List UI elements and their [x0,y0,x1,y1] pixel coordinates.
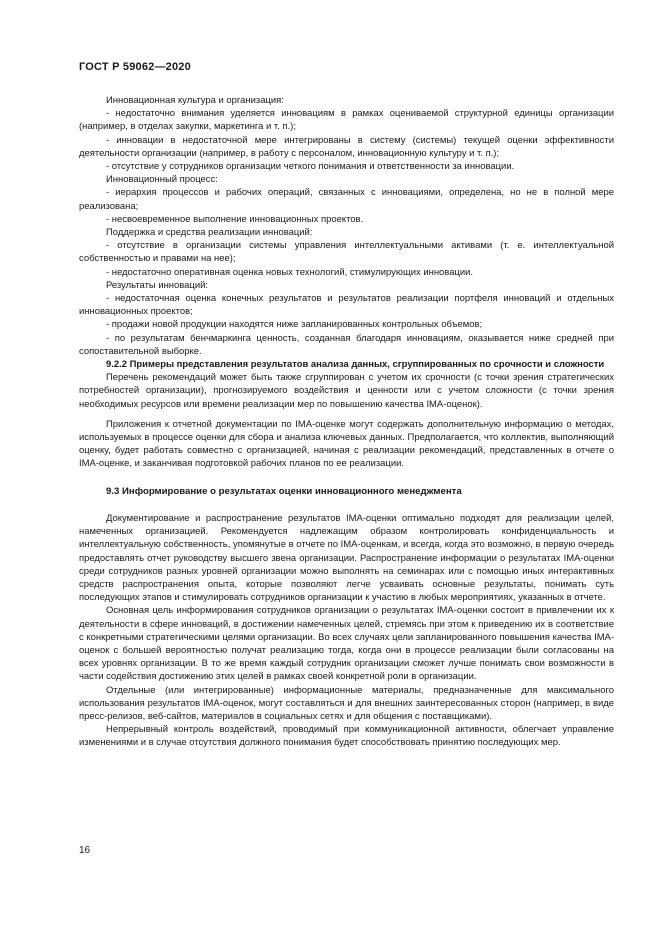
paragraph: Приложения к отчетной документации по IMA-оценке могут содержать дополнительную информацию о методах, используемых в процессе оценки для сбора и анализа ключевых данных. Предполагается, что коллектив, выполняющий оценку, будет работать совместно с организацией, начиная с реализации рекомендаций, представленных в отчете о IMA-оценке, и заканчивая подготовкой рабочих планов по ее реализации. [79,418,614,470]
list-item: - отсутствие в организации системы управления интеллектуальными активами (т. е. интеллектуальной собственностью и правами на нее); [79,240,614,265]
list-item: - отсутствие у сотрудников организации четкого понимания и ответственности за инновации. [106,161,515,173]
paragraph: Отдельные (или интегрированные) информационные материалы, предназначенные для максимального использования результатов IMA-оценок, могут составляться и для внешних заинтересованных сторон (например, в виде пресс-релизов, веб-сайтов, материалов в социальных сетях и для общения с поставщиками). [79,684,614,722]
subsection-heading: 9.2.2 Примеры представления результатов анализа данных, сгруппированных по срочности и сложности [106,359,605,371]
list-item: - продажи новой продукции находятся ниже запланированных контрольных объемов; [106,319,483,331]
list-item: - по результатам бенчмаркинга ценность, созданная благодаря инновациям, оказывается ниже средней при сопоставительной выборке. [79,332,614,357]
document-header: ГОСТ Р 59062—2020 [79,61,191,73]
list-item: - недостаточно внимания уделяется инновациям в рамках оцениваемой структурной единицы организации (например, в отделах закупки, маркетинга и т. п.); [79,108,614,133]
list-item: - недостаточно оперативная оценка новых технологий, стимулирующих инновации. [106,266,474,278]
paragraph: Поддержка и средства реализации инноваций: [106,227,313,239]
paragraph: Документирование и распространение результатов IMA-оценки оптимально подходят для реализации целей, намеченных организацией. Рекомендуется надлежащим образом контролировать конфиденциальность и интеллектуальную собственность, упомянутые в отчете по IMA-оценкам, и всегда, когда это возможно, в первую очередь предоставлять отчет руководству высшего звена организации. Распространение информации о результатах IMA-оценки среди сотрудников разных уровней организации можно выполнять на семинарах или с помощью иных интерактивных средств распространения опыта, которые позволяют легче усваивать основные результаты, понимать суть последующих этапов и стимулировать сотрудников организации к участию в любых мероприятиях, указанных в отчете. [79,512,614,604]
section-heading: 9.3 Информирование о результатах оценки инновационного менеджмента [106,485,462,497]
page-number: 16 [79,845,91,856]
paragraph: Непрерывный контроль воздействий, проводимый при коммуникационной активности, облегчает управление изменениями и в случае отсутствия должного понимания будет способствовать принятию последующих мер. [79,724,614,749]
paragraph: Перечень рекомендаций может быть также сгруппирован с учетом их срочности (с точки зрения стратегических потребностей организации), прогнозируемого воздействия и ценности или с учетом сложности (с точки зрения необходимых ресурсов или времени реализации мер по повышению качества IMA-оценок). [79,372,614,410]
list-item: - несвоевременное выполнение инновационных проектов. [106,213,364,225]
document-body [79,94,614,750]
paragraph: Инновационная культура и организация: [106,95,284,106]
paragraph: Инновационный процесс: [106,174,218,186]
list-item: - недостаточная оценка конечных результатов и результатов реализации портфеля инноваций и отдельных инновационных проектов; [79,293,614,318]
paragraph: Результаты инноваций: [106,279,208,291]
list-item: - иерархия процессов и рабочих операций, связанных с инновациями, определена, но не в полной мере реализована; [79,187,614,212]
list-item: - инновации в недостаточной мере интегрированы в систему (системы) текущей оценки эффективности деятельности организации (например, в работу с персоналом, инновационную культуру и т. п.); [79,134,614,159]
paragraph: Основная цель информирования сотрудников организации о результатах IMA-оценки состоит в привлечении их к деятельности в сфере инноваций, в достижении намеченных целей, стремясь при этом к приведению их в соответствие с конкретными стратегическими целями организации. Во всех случаях цели запланированного повышения качества IMA-оценок с большей вероятностью получат реализацию тогда, когда они в процессе реализации были согласованы на всех уровнях организации. В то же время каждый сотрудник организации сможет лучше понимать свои возможности в части содействия достижению этих целей в рамках своей конкретной роли в организации. [79,605,614,683]
